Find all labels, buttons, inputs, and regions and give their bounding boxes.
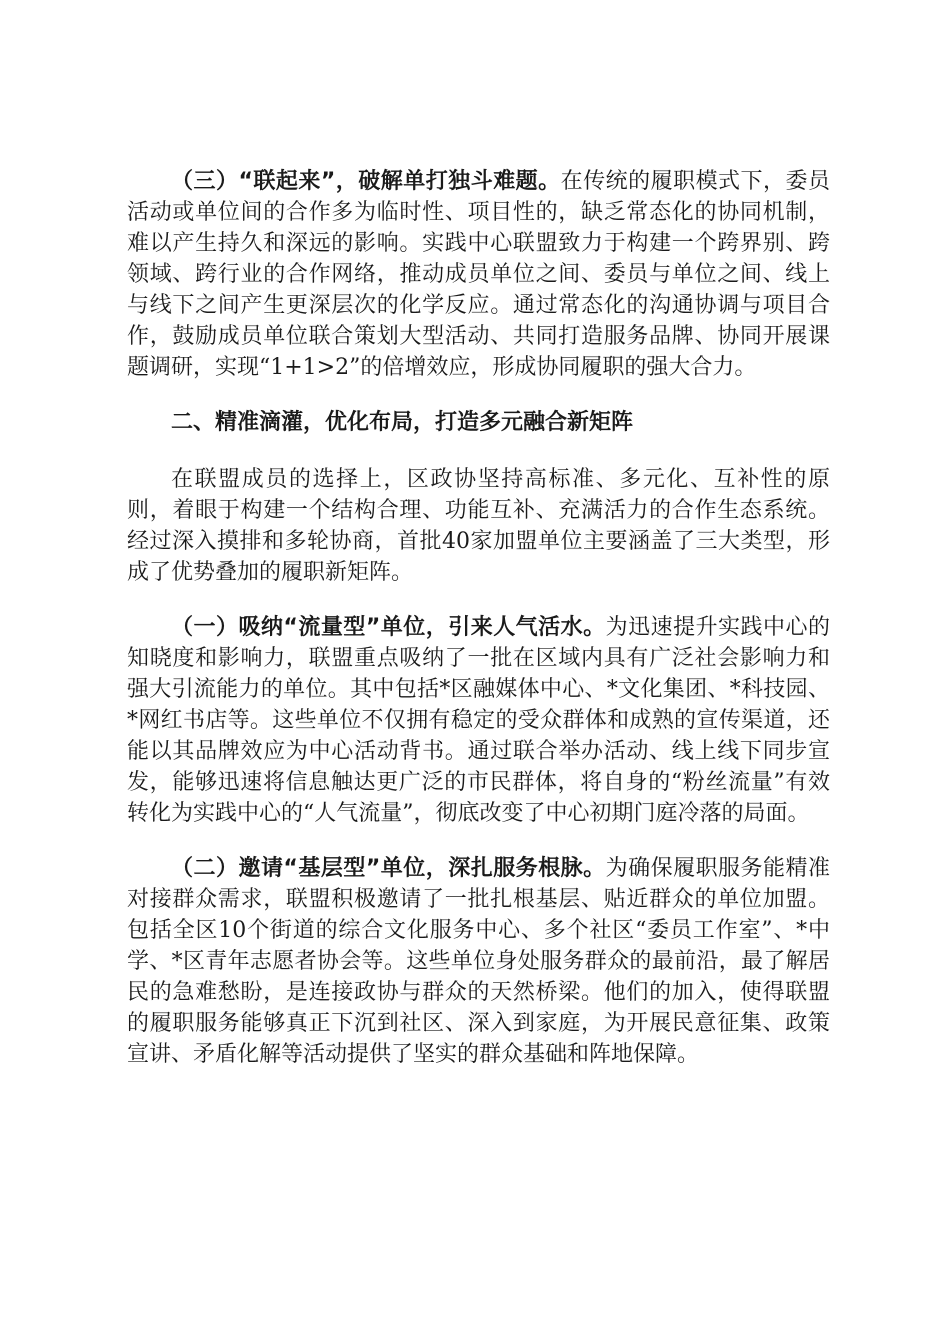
paragraph-body: 在传统的履职模式下，委员活动或单位间的合作多为临时性、项目性的，缺乏常态化的协同机制，难以产生持久和深远的影响。实践中心联盟致力于构建一个跨界别、跨领域、跨行业的合作网络，推动成员单位之间、委员与单位之间、线上与线下之间产生更深层次的化学反应。通过常态化的沟通协调与项目合作，鼓励成员单位联合策划大型活动、共同打造服务品牌、协同开展课题调研，实现“1+1>2”的倍增效应，形成协同履职的强大合力。 xyxy=(127,169,830,380)
paragraph-lead: （二）邀请“基层型”单位，深扎服务根脉。 xyxy=(171,856,606,881)
paragraph-intro xyxy=(127,464,830,588)
paragraph-body: 在联盟成员的选择上，区政协坚持高标准、多元化、互补性的原则，着眼于构建一个结构合理、功能互补、充满活力的合作生态系统。经过深入摸排和多轮协商，首批40家加盟单位主要涵盖了三大类型，形成了优势叠加的履职新矩阵。 xyxy=(127,467,830,585)
paragraph-body: 为迅速提升实践中心的知晓度和影响力，联盟重点吸纳了一批在区域内具有广泛社会影响力和强大引流能力的单位。其中包括*区融媒体中心、*文化集团、*科技园、*网红书店等。这些单位不仅拥有稳定的受众群体和成熟的宣传渠道，还能以其品牌效应为中心活动背书。通过联合举办活动、线上线下同步宣发，能够迅速将信息触达更广泛的市民群体，将自身的“粉丝流量”有效转化为实践中心的“人气流量”，彻底改变了中心初期门庭冷落的局面。 xyxy=(127,615,830,826)
paragraph-lead: （三）“联起来”，破解单打独斗难题。 xyxy=(171,169,561,194)
paragraph-traffic-units xyxy=(127,612,830,829)
section-heading: 二、精准滴灌，优化布局，打造多元融合新矩阵 xyxy=(171,410,634,435)
paragraph-linkage xyxy=(127,166,830,383)
paragraph-grassroots-units xyxy=(127,853,830,1070)
paragraph-lead: （一）吸纳“流量型”单位，引来人气活水。 xyxy=(171,615,606,640)
paragraph-body: 为确保履职服务能精准对接群众需求，联盟积极邀请了一批扎根基层、贴近群众的单位加盟。包括全区10个街道的综合文化服务中心、多个社区“委员工作室”、*中学、*区青年志愿者协会等。这些单位身处服务群众的最前沿，最了解居民的急难愁盼，是连接政协与群众的天然桥梁。他们的加入，使得联盟的履职服务能够真正下沉到社区、深入到家庭，为开展民意征集、政策宣讲、矛盾化解等活动提供了坚实的群众基础和阵地保障。 xyxy=(127,856,830,1067)
document-page xyxy=(127,166,830,1094)
